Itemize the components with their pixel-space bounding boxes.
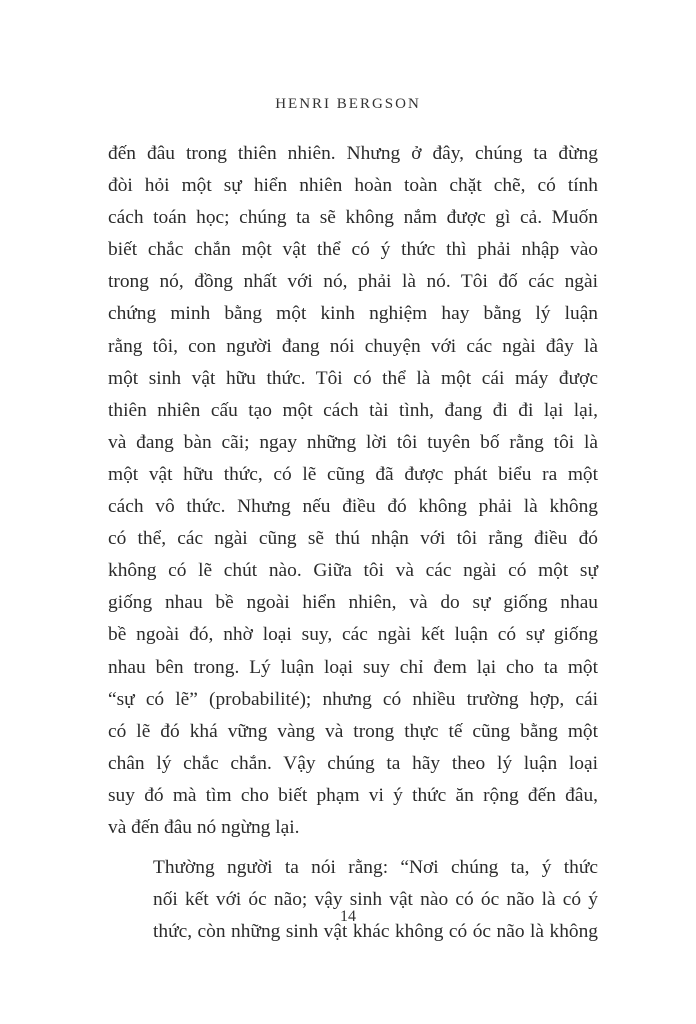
text-line: không có lẽ chút nào. Giữa tôi và các ngài có một sự [108, 560, 598, 582]
text-line: thức, còn những sinh vật khác không có óc não là không [153, 921, 598, 943]
text-line: biết chắc chắn một vật thể có ý thức thì phải nhập vào [108, 239, 598, 261]
page-number: 14 [340, 908, 356, 925]
text-line: và đang bàn cãi; ngay những lời tôi tuyên bố rằng tôi là [108, 431, 598, 453]
text-line: giống nhau bề ngoài hiển nhiên, và do sự giống nhau [108, 592, 598, 614]
text-line: có thể, các ngài cũng sẽ thú nhận với tôi rằng điều đó [108, 528, 598, 550]
body-text [108, 138, 598, 948]
paragraph-2 [108, 852, 598, 948]
text-line: một sinh vật hữu thức. Tôi có thể là một cái máy được [108, 367, 598, 389]
text-line: đến đâu trong thiên nhiên. Nhưng ở đây, chúng ta đừng [108, 143, 598, 164]
text-line: trong nó, đồng nhất với nó, phải là nó. Tôi đố các ngài [108, 271, 598, 293]
text-line: nhau bên trong. Lý luận loại suy chỉ đem lại cho ta một [108, 656, 598, 678]
text-line: cách toán học; chúng ta sẽ không nắm được gì cả. Muốn [108, 207, 598, 229]
text-line: đòi hỏi một sự hiển nhiên hoàn toàn chặt chẽ, có tính [108, 175, 598, 197]
text-line: bề ngoài đó, nhờ loại suy, các ngài kết luận có sự giống [108, 624, 598, 646]
text-line: cách vô thức. Nhưng nếu điều đó không phải là không [108, 496, 598, 518]
text-line: chứng minh bằng một kinh nghiệm hay bằng lý luận [108, 303, 598, 325]
text-line: một vật hữu thức, có lẽ cũng đã được phát biểu ra một [108, 463, 598, 485]
running-header: HENRI BERGSON [275, 96, 421, 112]
text-line: chân lý chắc chắn. Vậy chúng ta hãy theo lý luận loại [108, 752, 598, 774]
text-line: “sự có lẽ” (probabilité); nhưng có nhiều trường hợp, cái [108, 688, 598, 710]
text-line: rằng tôi, con người đang nói chuyện với các ngài đây là [108, 335, 598, 357]
text-line: và đến đâu nó ngừng lại. [108, 816, 300, 838]
text-line: thiên nhiên cấu tạo một cách tài tình, đang đi đi lại lại, [108, 399, 598, 421]
paragraph-1 [108, 138, 598, 844]
text-line: có lẽ đó khá vững vàng và trong thực tế cũng bằng một [108, 720, 598, 742]
text-line: Thường người ta nói rằng: “Nơi chúng ta, ý thức [153, 857, 598, 879]
text-line: suy đó mà tìm cho biết phạm vi ý thức ăn rộng đến đâu, [108, 784, 598, 806]
text-line: nối kết với óc não; vậy sinh vật nào có óc não là có ý [153, 889, 598, 911]
